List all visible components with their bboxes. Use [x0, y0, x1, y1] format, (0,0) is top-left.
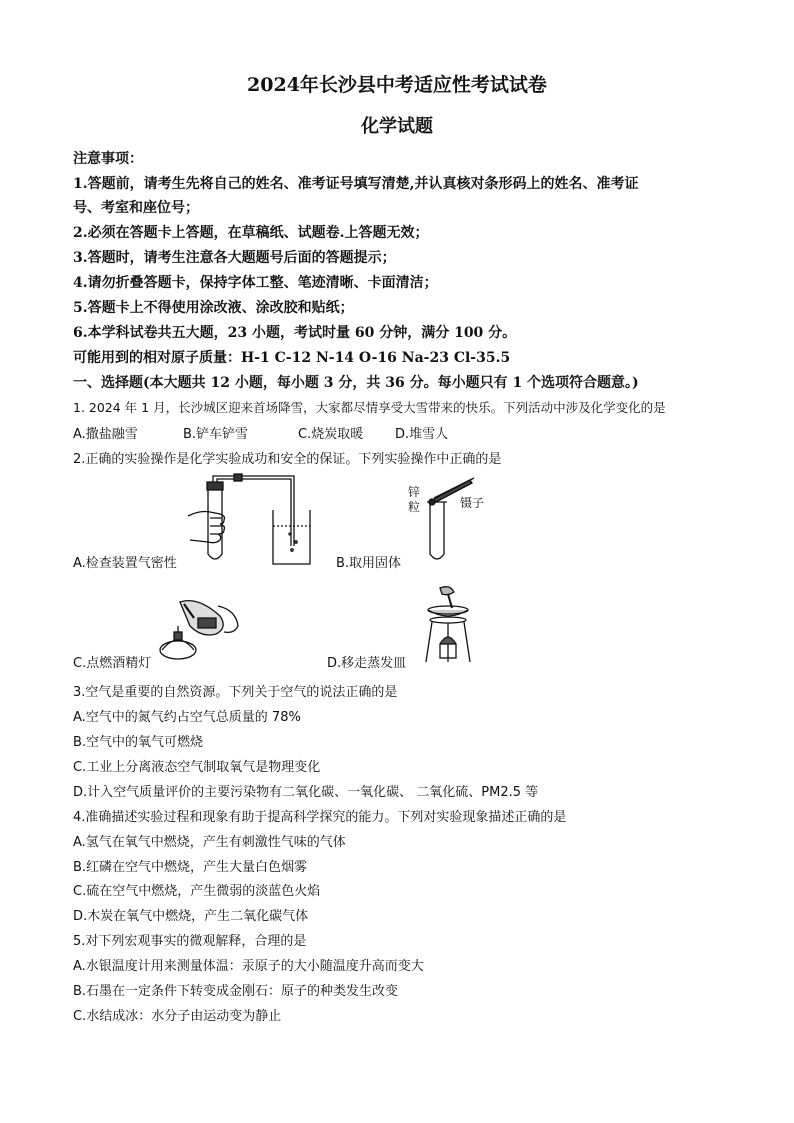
question-2-stem: 2.正确的实验操作是化学实验成功和安全的保证。下列实验操作中正确的是	[73, 452, 502, 467]
option-d: D.移走蒸发皿	[327, 656, 407, 671]
airtightness-check-figure	[180, 474, 315, 569]
question-3-stem: 3.空气是重要的自然资源。下列关于空气的说法正确的是	[73, 685, 398, 700]
note-item: 3.答题时，请考生注意各大题题号后面的答题提示；	[73, 250, 396, 266]
option-a: A.撒盐融雪	[73, 427, 138, 442]
option-c: C.硫在空气中燃烧，产生微弱的淡蓝色火焰	[73, 884, 321, 899]
option-a: A.氢气在氧气中燃烧，产生有刺激性气味的气体	[73, 835, 346, 850]
alcohol-lamp-figure	[158, 588, 244, 666]
option-b: B.铲车铲雪	[183, 427, 249, 442]
option-c: C.水结成冰：水分子由运动变为静止	[73, 1009, 282, 1024]
question-5-stem: 5.对下列宏观事实的微观解释，合理的是	[73, 934, 307, 949]
option-d: D.计入空气质量评价的主要污染物有二氧化碳、一氧化碳、 二氧化硫、PM2.5 等	[73, 785, 539, 800]
option-c: C.烧炭取暖	[298, 427, 364, 442]
option-d: D.堆雪人	[395, 427, 449, 442]
note-item: 号、考室和座位号；	[73, 200, 199, 216]
notes-heading: 注意事项：	[73, 151, 143, 167]
note-item: 4.请勿折叠答题卡，保持字体工整、笔迹清晰、卡面清洁；	[73, 275, 438, 291]
note-item: 5.答题卡上不得使用涂改液、涂改胶和贴纸；	[73, 300, 354, 316]
note-item: 6.本学科试卷共五大题，23 小题，考试时量 60 分钟，满分 100 分。	[73, 325, 517, 341]
option-b: B.取用固体	[336, 556, 402, 571]
question-1-stem: 1. 2024 年 1 月，长沙城区迎来首场降雪，大家都尽情享受大雪带来的快乐。下列活动中涉及化学变化的是	[73, 400, 666, 415]
evaporating-dish-figure	[418, 584, 478, 666]
option-a: A.空气中的氮气约占空气总质量的 78%	[73, 710, 301, 725]
exam-subtitle: 化学试题	[361, 116, 433, 137]
option-a: A.水银温度计用来测量体温：汞原子的大小随温度升高而变大	[73, 959, 424, 974]
option-c: C.点燃酒精灯	[73, 656, 152, 671]
option-d: D.木炭在氧气中燃烧，产生二氧化碳气体	[73, 909, 309, 924]
note-item: 1.答题前，请考生先将自己的姓名、准考证号填写清楚,并认真核对条形码上的姓名、准考证	[73, 176, 639, 192]
question-4-stem: 4.准确描述实验过程和现象有助于提高科学探究的能力。下列对实验现象描述正确的是	[73, 810, 567, 825]
take-solid-figure	[404, 474, 504, 564]
question-1-options	[73, 423, 448, 442]
atomic-mass-line: 可能用到的相对原子质量：H-1 C-12 N-14 O-16 Na-23 Cl-35.5	[73, 350, 511, 366]
option-b: B.红磷在空气中燃烧，产生大量白色烟雾	[73, 860, 308, 875]
exam-title: 2024年长沙县中考适应性考试试卷	[247, 74, 547, 96]
option-c: C.工业上分离液态空气制取氧气是物理变化	[73, 760, 321, 775]
section-heading: 一、选择题(本大题共 12 小题，每小题 3 分，共 36 分。每小题只有 1 个选项符合题意。)	[73, 375, 639, 391]
zinc-label-1: 锌	[408, 485, 421, 499]
note-item: 2.必须在答题卡上答题，在草稿纸、试题卷.上答题无效；	[73, 225, 429, 241]
option-b: B.空气中的氧气可燃烧	[73, 735, 204, 750]
zinc-label-2: 粒	[408, 500, 421, 514]
option-b: B.石墨在一定条件下转变成金刚石：原子的种类发生改变	[73, 984, 399, 999]
tweezers-label: 镊子	[460, 496, 485, 510]
option-a: A.检查装置气密性	[73, 556, 177, 571]
